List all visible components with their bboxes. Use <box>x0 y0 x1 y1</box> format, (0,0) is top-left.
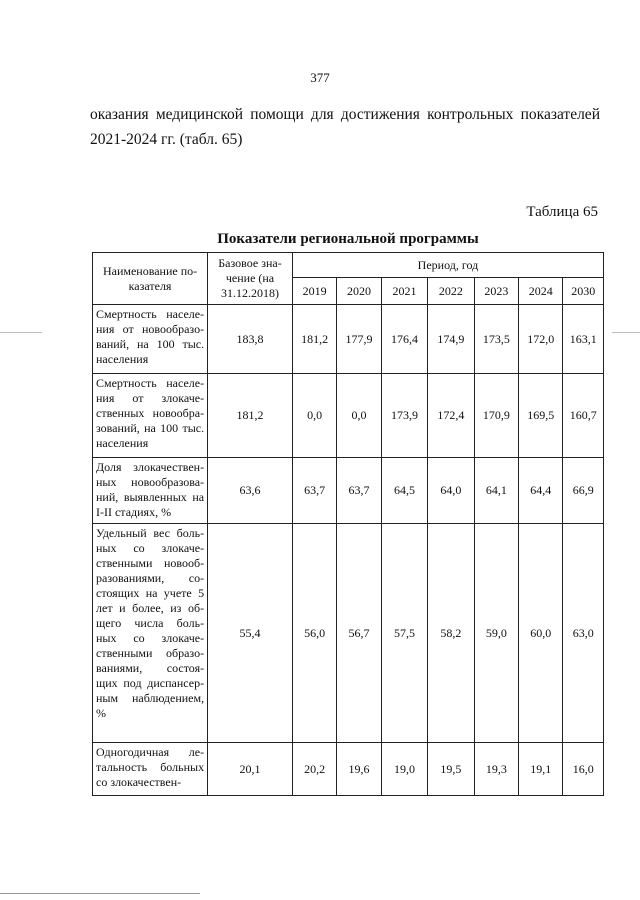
margin-tick-right <box>612 332 640 333</box>
footer-rule <box>0 893 200 894</box>
year-value: 64,4 <box>519 458 563 524</box>
year-value: 19,3 <box>474 743 518 796</box>
indicator-name: Смертность населе-ния от злокаче-ственных новообра-зований, на 100 тыс. населения <box>93 374 208 458</box>
header-year: 2023 <box>474 278 518 305</box>
year-value: 64,1 <box>474 458 518 524</box>
header-year: 2019 <box>292 278 336 305</box>
year-value: 169,5 <box>519 374 563 458</box>
year-value: 60,0 <box>519 524 563 743</box>
table-row <box>93 305 604 374</box>
year-value: 57,5 <box>381 524 427 743</box>
header-year: 2030 <box>563 278 604 305</box>
year-value: 19,5 <box>428 743 474 796</box>
page-number: 377 <box>310 70 330 85</box>
year-value: 64,5 <box>381 458 427 524</box>
base-value: 55,4 <box>208 524 293 743</box>
base-value: 181,2 <box>208 374 293 458</box>
header-year: 2020 <box>337 278 381 305</box>
year-value: 176,4 <box>381 305 427 374</box>
year-value: 172,0 <box>519 305 563 374</box>
intro-paragraph: оказания медицинской помощи для достижения контрольных показателей 2021-2024 гг. (табл. 65) <box>90 106 600 148</box>
year-value: 20,2 <box>292 743 336 796</box>
year-value: 173,9 <box>381 374 427 458</box>
margin-tick-left <box>0 332 42 333</box>
indicator-name: Смертность населе-ния от новообразо-ваний, на 100 тыс. населения <box>93 305 208 374</box>
year-value: 56,7 <box>337 524 381 743</box>
table-row <box>93 743 604 796</box>
header-year: 2021 <box>381 278 427 305</box>
year-value: 63,7 <box>337 458 381 524</box>
year-value: 58,2 <box>428 524 474 743</box>
year-value: 19,6 <box>337 743 381 796</box>
year-value: 59,0 <box>474 524 518 743</box>
year-value: 173,5 <box>474 305 518 374</box>
header-indicator-name: Наименование по-казателя <box>93 253 208 305</box>
indicators-table <box>92 252 604 796</box>
year-value: 163,1 <box>563 305 604 374</box>
indicator-name: Удельный вес боль-ных со злокаче-ственными новооб-разованиями, со-стоящих на учете 5 лет и более, из об-щего числа боль-ных со злокаче-ственными образо-ваниями, состоя-щих под диспансер-ным наблюдением, % <box>93 524 208 743</box>
table-row <box>93 374 604 458</box>
indicator-name: Доля злокачествен-ных новообразова-ний, выявленных на I-II стадиях, % <box>93 458 208 524</box>
year-value: 63,0 <box>563 524 604 743</box>
year-value: 160,7 <box>563 374 604 458</box>
year-value: 64,0 <box>428 458 474 524</box>
year-value: 174,9 <box>428 305 474 374</box>
year-value: 181,2 <box>292 305 336 374</box>
table-title: Показатели региональной программы <box>217 231 479 247</box>
year-value: 19,1 <box>519 743 563 796</box>
header-year: 2024 <box>519 278 563 305</box>
year-value: 66,9 <box>563 458 604 524</box>
year-value: 172,4 <box>428 374 474 458</box>
year-value: 177,9 <box>337 305 381 374</box>
year-value: 19,0 <box>381 743 427 796</box>
base-value: 63,6 <box>208 458 293 524</box>
table-label: Таблица 65 <box>526 204 598 220</box>
year-value: 16,0 <box>563 743 604 796</box>
year-value: 170,9 <box>474 374 518 458</box>
year-value: 56,0 <box>292 524 336 743</box>
year-value: 0,0 <box>292 374 336 458</box>
base-value: 20,1 <box>208 743 293 796</box>
header-year: 2022 <box>428 278 474 305</box>
header-base-value: Базовое зна-чение (на 31.12.2018) <box>208 253 293 305</box>
year-value: 0,0 <box>337 374 381 458</box>
table-row <box>93 458 604 524</box>
header-period: Период, год <box>292 253 603 278</box>
base-value: 183,8 <box>208 305 293 374</box>
table-header-row <box>93 253 604 278</box>
indicator-name: Одногодичная ле-тальность больных со злокачествен- <box>93 743 208 796</box>
year-value: 63,7 <box>292 458 336 524</box>
table-row <box>93 524 604 743</box>
